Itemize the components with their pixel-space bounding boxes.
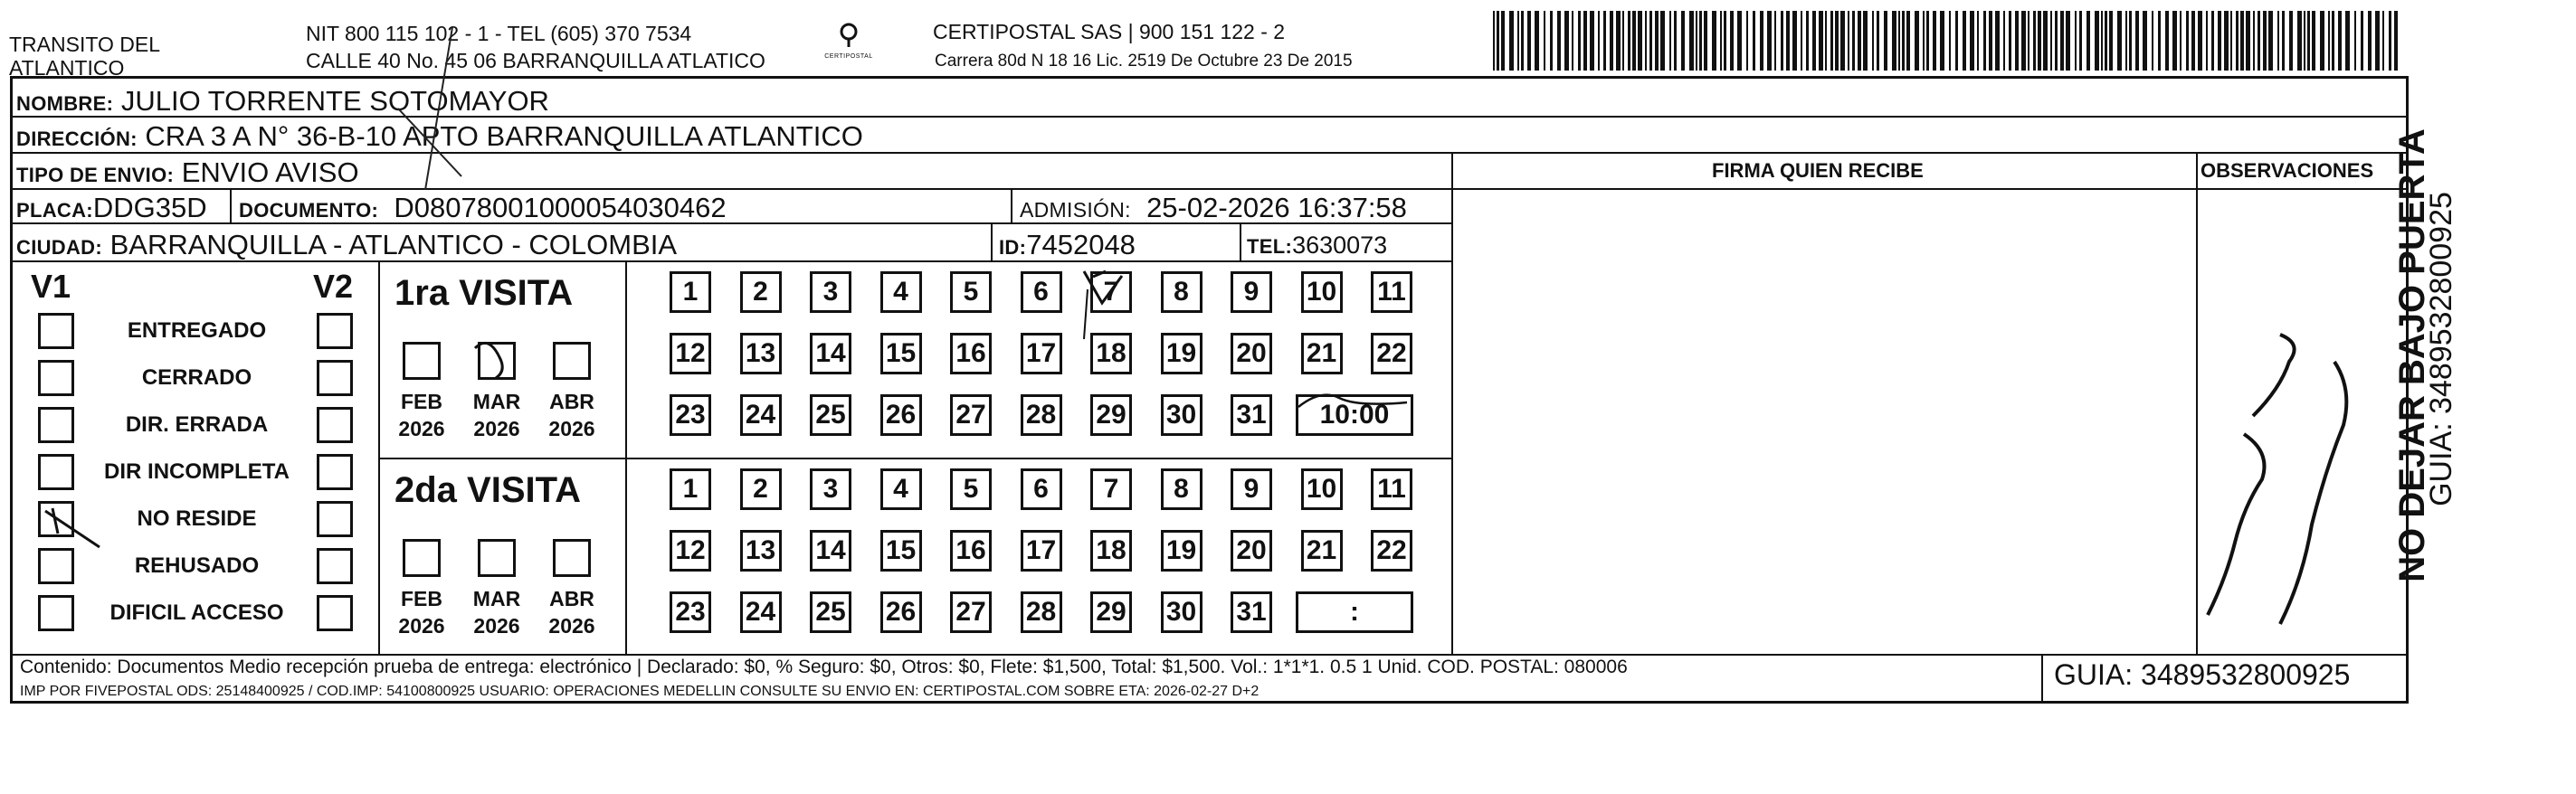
observaciones-header: OBSERVACIONES (2201, 159, 2374, 182)
courier-license: Carrera 80d N 18 16 Lic. 2519 De Octubre 23 De 2015 (935, 52, 1353, 71)
barcode-bar (2328, 11, 2330, 71)
barcode-bar (1835, 11, 1839, 71)
barcode-bar (2394, 11, 2398, 71)
shipment-type: ENVIO AVISO (181, 156, 359, 188)
day-box[interactable]: 17 (1021, 530, 1062, 572)
barcode-bar (2307, 11, 2310, 71)
month-label: ABR (549, 587, 594, 610)
barcode-bar (2268, 11, 2273, 71)
day-box[interactable]: 19 (1161, 530, 1202, 572)
v2-checkbox[interactable] (317, 595, 353, 631)
plate-value: DDG35D (92, 192, 207, 223)
barcode-bar (1583, 11, 1587, 71)
status-label: DIR. ERRADA (125, 412, 269, 437)
v2-checkbox[interactable] (317, 501, 353, 537)
barcode-bar (1645, 11, 1647, 71)
barcode-bar (1926, 11, 1929, 71)
day-box[interactable]: 30 (1161, 591, 1202, 633)
barcode-bar (1872, 11, 1874, 71)
day-box[interactable]: 4 (880, 468, 922, 510)
barcode-bar (2186, 11, 2189, 71)
status-label: REHUSADO (134, 553, 260, 578)
v1-checkbox[interactable] (38, 407, 74, 443)
barcode-bar (1781, 11, 1783, 71)
tel-row: TEL:3630073 (1247, 232, 1388, 259)
barcode-bar (1753, 11, 1755, 71)
barcode-bar (1535, 11, 1539, 71)
day-box[interactable]: 21 (1301, 333, 1343, 374)
barcode-bar (1989, 11, 1992, 71)
day-box[interactable]: 15 (880, 530, 922, 572)
status-label: NO RESIDE (137, 506, 257, 531)
barcode-bar (2361, 11, 2363, 71)
v1-checkbox[interactable] (38, 313, 74, 349)
barcode-bar (2129, 11, 2132, 71)
barcode-bar (1704, 11, 1707, 71)
month-checkbox[interactable] (478, 342, 516, 380)
barcode-bar (1970, 11, 1974, 71)
admission-datetime: 25-02-2026 16:37:58 (1146, 192, 1407, 223)
v1-checkbox[interactable] (38, 595, 74, 631)
footer-imp-line: IMP POR FIVEPOSTAL ODS: 25148400925 / COD.IMP: 54100800925 USUARIO: OPERACIONES MEDELLIN CONSULTE SU ENVIO EN: CERTIPOSTAL.COM SOBRE ETA: 2026-02-27 D+2 (20, 684, 1259, 699)
year-label: 2026 (548, 614, 595, 638)
barcode-bar (2263, 11, 2267, 71)
delivery-form (10, 76, 2409, 704)
day-box[interactable]: 21 (1301, 530, 1343, 572)
day-box[interactable]: 13 (740, 530, 782, 572)
day-box[interactable]: 22 (1371, 530, 1412, 572)
day-box[interactable]: 28 (1021, 394, 1062, 436)
day-box[interactable]: 19 (1161, 333, 1202, 374)
barcode-bar (2236, 11, 2239, 71)
year-label: 2026 (473, 614, 520, 638)
side-warning: NO DEJAR BAJO PUERTA (2392, 128, 2432, 582)
day-box[interactable]: 9 (1231, 468, 1272, 510)
day-box[interactable]: 9 (1231, 271, 1272, 313)
barcode-bar (1674, 11, 1677, 71)
barcode-bar (2289, 11, 2293, 71)
documento-row: DOCUMENTO: D08078001000054030462 (239, 192, 727, 223)
month-checkbox[interactable] (553, 539, 591, 577)
recipient-name: JULIO TORRENTE SOTOMAYOR (120, 85, 549, 117)
barcode-bar (1616, 11, 1621, 71)
month-label: MAR (472, 390, 521, 413)
side-guia: GUIA: 3489532800925 (2424, 192, 2458, 506)
barcode-bar (2375, 11, 2380, 71)
day-box[interactable]: 16 (950, 333, 992, 374)
barcode-bar (2101, 11, 2103, 71)
barcode-bar (1655, 11, 1659, 71)
barcode-bar (1774, 11, 1776, 71)
barcode-bar (1830, 11, 1833, 71)
barcode-bar (2043, 11, 2048, 71)
month-label: MAR (472, 587, 521, 610)
sender-nit-line: NIT 800 115 102 - 1 - TEL (605) 370 7534 (306, 22, 692, 45)
day-box[interactable]: 6 (1021, 271, 1062, 313)
v2-checkbox[interactable] (317, 407, 353, 443)
barcode-bar (1915, 11, 1919, 71)
barcode-bar (2172, 11, 2177, 71)
barcode-bar (2246, 11, 2250, 71)
day-box[interactable]: 28 (1021, 591, 1062, 633)
firma-header: FIRMA QUIEN RECIBE (1712, 159, 1924, 182)
direccion-row: DIRECCIÓN: CRA 3 A N° 36-B-10 APTO BARRANQUILLA ATLANTICO (16, 120, 863, 152)
barcode-bar (1884, 11, 1887, 71)
barcode-bar (1858, 11, 1861, 71)
day-box[interactable]: 26 (880, 394, 922, 436)
time-box[interactable]: : (1296, 591, 1413, 633)
barcode-bar (2198, 11, 2202, 71)
barcode-bar (2354, 11, 2356, 71)
day-box[interactable]: 18 (1090, 333, 1132, 374)
barcode-bar (2033, 11, 2036, 71)
barcode-bar (1669, 11, 1671, 71)
placa-row: PLACA:DDG35D (16, 192, 207, 223)
barcode-bar (1933, 11, 1936, 71)
barcode-bar (1923, 11, 1925, 71)
barcode-bar (1681, 11, 1685, 71)
barcode-bar (1898, 11, 1900, 71)
barcode-bar (1712, 11, 1716, 71)
barcode-bar (2218, 11, 2221, 71)
barcode-bar (1955, 11, 1958, 71)
day-box[interactable]: 12 (670, 333, 711, 374)
barcode-bar (2389, 11, 2391, 71)
id-value: 7452048 (1026, 229, 1136, 260)
v1-checkbox[interactable] (38, 501, 74, 537)
barcode-bar (2075, 11, 2077, 71)
day-box[interactable]: 10 (1301, 468, 1343, 510)
visit-title: 2da VISITA (394, 470, 581, 510)
day-box[interactable]: 24 (740, 394, 782, 436)
sender-address-line: CALLE 40 No. 45 06 BARRANQUILLA ATLATICO (306, 49, 765, 72)
day-box[interactable]: 25 (810, 394, 851, 436)
day-box[interactable]: 6 (1021, 468, 1062, 510)
barcode-bar (2003, 11, 2005, 71)
city-value: BARRANQUILLA - ATLANTICO - COLOMBIA (109, 229, 678, 260)
barcode-bar (1730, 11, 1734, 71)
barcode-bar (1963, 11, 1966, 71)
barcode-bar (2079, 11, 2082, 71)
barcode-bar (1906, 11, 1910, 71)
day-box[interactable]: 2 (740, 271, 782, 313)
day-box[interactable]: 1 (670, 271, 711, 313)
day-box[interactable]: 22 (1371, 333, 1412, 374)
id-row: ID:7452048 (999, 229, 1136, 260)
barcode-bar (1840, 11, 1845, 71)
barcode-bar (2060, 11, 2064, 71)
day-box[interactable]: 3 (810, 468, 851, 510)
day-box[interactable]: 23 (670, 394, 711, 436)
barcode-bar (2050, 11, 2052, 71)
barcode-bar (1949, 11, 1951, 71)
day-box[interactable]: 15 (880, 333, 922, 374)
barcode-bar (1622, 11, 1624, 71)
day-box[interactable]: 1 (670, 468, 711, 510)
barcode-bar (1660, 11, 1665, 71)
day-box[interactable]: 20 (1231, 333, 1272, 374)
month-label: ABR (549, 390, 594, 413)
barcode-bar (1825, 11, 1827, 71)
time-box[interactable]: 10:00 (1296, 394, 1413, 436)
courier-line: CERTIPOSTAL SAS | 900 151 122 - 2 (933, 20, 1286, 43)
day-box[interactable]: 24 (740, 591, 782, 633)
barcode-bar (2277, 11, 2279, 71)
status-label: ENTREGADO (127, 318, 267, 343)
year-label: 2026 (473, 417, 520, 440)
day-box[interactable]: 20 (1231, 530, 1272, 572)
day-box[interactable]: 3 (810, 271, 851, 313)
day-box[interactable]: 26 (880, 591, 922, 633)
recipient-address: CRA 3 A N° 36-B-10 APTO BARRANQUILLA ATLANTICO (145, 120, 863, 152)
barcode-bar (2086, 11, 2090, 71)
barcode-bar (2028, 11, 2029, 71)
barcode-bar (1590, 11, 1594, 71)
barcode-bar (2253, 11, 2255, 71)
barcode-bar (1632, 11, 1636, 71)
barcode-bar (2117, 11, 2122, 71)
barcode-bar (1786, 11, 1790, 71)
logo-text: CERTIPOSTAL (824, 53, 873, 60)
sender-name-line2: ATLANTICO (9, 56, 125, 80)
barcode-bar (2382, 11, 2384, 71)
barcode-bar (1848, 11, 1849, 71)
day-box[interactable]: 8 (1161, 468, 1202, 510)
barcode-bar (2304, 11, 2305, 71)
ciudad-row: CIUDAD: BARRANQUILLA - ATLANTICO - COLOMBIA (16, 229, 678, 260)
barcode-bar (1724, 11, 1726, 71)
barcode-bar (1572, 11, 1573, 71)
barcode-bar (2230, 11, 2232, 71)
day-box[interactable]: 31 (1231, 591, 1272, 633)
document-value: D08078001000054030462 (394, 192, 727, 223)
day-box[interactable]: 5 (950, 271, 992, 313)
day-box[interactable]: 13 (740, 333, 782, 374)
barcode-bar (1792, 11, 1797, 71)
barcode-bar (1760, 11, 1763, 71)
day-box[interactable]: 12 (670, 530, 711, 572)
barcode-bar (2152, 11, 2153, 71)
barcode-bar (1497, 11, 1499, 71)
barcode-bar (1977, 11, 1979, 71)
barcode-bar (1892, 11, 1896, 71)
barcode-bar (1699, 11, 1702, 71)
barcode-bar (2143, 11, 2147, 71)
v1-checkbox[interactable] (38, 360, 74, 396)
barcode-bar (2224, 11, 2229, 71)
barcode-bar (1746, 11, 1748, 71)
day-box[interactable]: 31 (1231, 394, 1272, 436)
barcode-bar (2109, 11, 2113, 71)
day-box[interactable]: 27 (950, 394, 992, 436)
day-box[interactable]: 23 (670, 591, 711, 633)
barcode-bar (2105, 11, 2107, 71)
barcode-bar (1598, 11, 1600, 71)
certipostal-logo (817, 22, 880, 60)
day-box[interactable]: 16 (950, 530, 992, 572)
barcode-bar (1812, 11, 1816, 71)
year-label: 2026 (398, 417, 445, 440)
barcode-bar (1819, 11, 1823, 71)
month-checkbox[interactable] (403, 539, 441, 577)
barcode-bar (2055, 11, 2058, 71)
barcode-bar (1806, 11, 1809, 71)
barcode-bar (1509, 11, 1514, 71)
barcode-bar (2320, 11, 2324, 71)
barcode-bar (1877, 11, 1879, 71)
year-label: 2026 (398, 614, 445, 638)
barcode-bar (1578, 11, 1581, 71)
barcode-bar (1649, 11, 1652, 71)
v2-checkbox[interactable] (317, 360, 353, 396)
barcode-bar (1902, 11, 1905, 71)
barcode-bar (1863, 11, 1868, 71)
barcode-bar (2125, 11, 2127, 71)
barcode-bar (2206, 11, 2208, 71)
barcode-bar (2332, 11, 2334, 71)
barcode-bar (1501, 11, 1505, 71)
day-box[interactable]: 14 (810, 530, 851, 572)
month-label: FEB (401, 390, 442, 413)
barcode-bar (2240, 11, 2244, 71)
barcode-bar (1603, 11, 1606, 71)
barcode-bar (1521, 11, 1524, 71)
day-box[interactable]: 18 (1090, 530, 1132, 572)
barcode-bar (2180, 11, 2182, 71)
year-label: 2026 (548, 417, 595, 440)
v2-header: V2 (313, 268, 354, 305)
day-box[interactable]: 8 (1161, 271, 1202, 313)
day-box[interactable]: 30 (1161, 394, 1202, 436)
tipo-row: TIPO DE ENVIO: ENVIO AVISO (16, 156, 359, 188)
barcode-bar (2021, 11, 2026, 71)
month-checkbox[interactable] (478, 539, 516, 577)
barcode-bar (1767, 11, 1772, 71)
barcode-bar (1628, 11, 1630, 71)
barcode-bar (1801, 11, 1802, 71)
v2-checkbox[interactable] (317, 548, 353, 584)
barcode-bar (2282, 11, 2285, 71)
barcode-bar (2312, 11, 2315, 71)
footer-guia: GUIA: 3489532800925 (2054, 658, 2351, 691)
barcode-bar (2368, 11, 2372, 71)
barcode-bar (2258, 11, 2260, 71)
day-box[interactable]: 5 (950, 468, 992, 510)
month-label: FEB (401, 587, 442, 610)
day-box[interactable]: 11 (1371, 468, 1412, 510)
barcode-bar (1720, 11, 1722, 71)
barcode-bar (2066, 11, 2070, 71)
day-box[interactable]: 7 (1090, 271, 1132, 313)
v2-checkbox[interactable] (317, 313, 353, 349)
status-label: DIFICIL ACCESO (109, 600, 284, 625)
tel-value: 3630073 (1292, 232, 1388, 259)
v1-header: V1 (31, 268, 71, 305)
barcode-bar (1527, 11, 1531, 71)
barcode-bar (1638, 11, 1642, 71)
month-checkbox[interactable] (553, 342, 591, 380)
day-box[interactable]: 2 (740, 468, 782, 510)
barcode-bar (1550, 11, 1553, 71)
barcode-bar (2191, 11, 2195, 71)
v1-checkbox[interactable] (38, 548, 74, 584)
month-checkbox[interactable] (403, 342, 441, 380)
day-box[interactable]: 14 (810, 333, 851, 374)
barcode-bar (2345, 11, 2350, 71)
barcode-bar (1737, 11, 1742, 71)
day-box[interactable]: 10 (1301, 271, 1343, 313)
barcode-bar (1995, 11, 2000, 71)
barcode-bar (1689, 11, 1694, 71)
logo-icon (835, 22, 862, 49)
barcode-bar (1940, 11, 1944, 71)
admision-row: ADMISIÓN: 25-02-2026 16:37:58 (1020, 192, 1407, 223)
barcode-bar (2009, 11, 2011, 71)
barcode-bar (2095, 11, 2099, 71)
status-label: DIR INCOMPLETA (104, 459, 290, 484)
day-box[interactable]: 17 (1021, 333, 1062, 374)
barcode-bar (1493, 11, 1495, 71)
day-box[interactable]: 25 (810, 591, 851, 633)
barcode-bar (1983, 11, 1986, 71)
day-box[interactable]: 29 (1090, 591, 1132, 633)
barcode-bar (1610, 11, 1613, 71)
barcode-bar (2338, 11, 2342, 71)
barcode-bar (2211, 11, 2214, 71)
day-box[interactable]: 27 (950, 591, 992, 633)
barcode-bar (1564, 11, 1569, 71)
v2-checkbox[interactable] (317, 454, 353, 490)
barcode-bar (2165, 11, 2169, 71)
barcode-bar (1852, 11, 1855, 71)
day-box[interactable]: 4 (880, 271, 922, 313)
barcode-bar (1696, 11, 1697, 71)
status-label: CERRADO (141, 365, 252, 390)
day-box[interactable]: 7 (1090, 468, 1132, 510)
barcode-bar (1517, 11, 1519, 71)
day-box[interactable]: 11 (1371, 271, 1412, 313)
day-box[interactable]: 29 (1090, 394, 1132, 436)
v1-checkbox[interactable] (38, 454, 74, 490)
barcode-bar (2297, 11, 2302, 71)
barcode (1491, 11, 2400, 71)
barcode-bar (2015, 11, 2019, 71)
visit-title: 1ra VISITA (394, 273, 574, 313)
barcode-bar (2038, 11, 2041, 71)
barcode-bar (2158, 11, 2161, 71)
footer-content-line: Contenido: Documentos Medio recepción prueba de entrega: electrónico | Declarado: $0, % Seguro: $0, Otros: $0, Flete: $1,500, Total: $1,500. Vol.: 1*1*1. 0.5 1 Unid. COD. POSTAL: 080006 (20, 657, 1628, 677)
barcode-bar (1557, 11, 1561, 71)
sender-name-line1: TRANSITO DEL (9, 33, 160, 56)
nombre-row: NOMBRE: JULIO TORRENTE SOTOMAYOR (16, 85, 549, 117)
barcode-bar (2135, 11, 2139, 71)
barcode-bar (1544, 11, 1545, 71)
